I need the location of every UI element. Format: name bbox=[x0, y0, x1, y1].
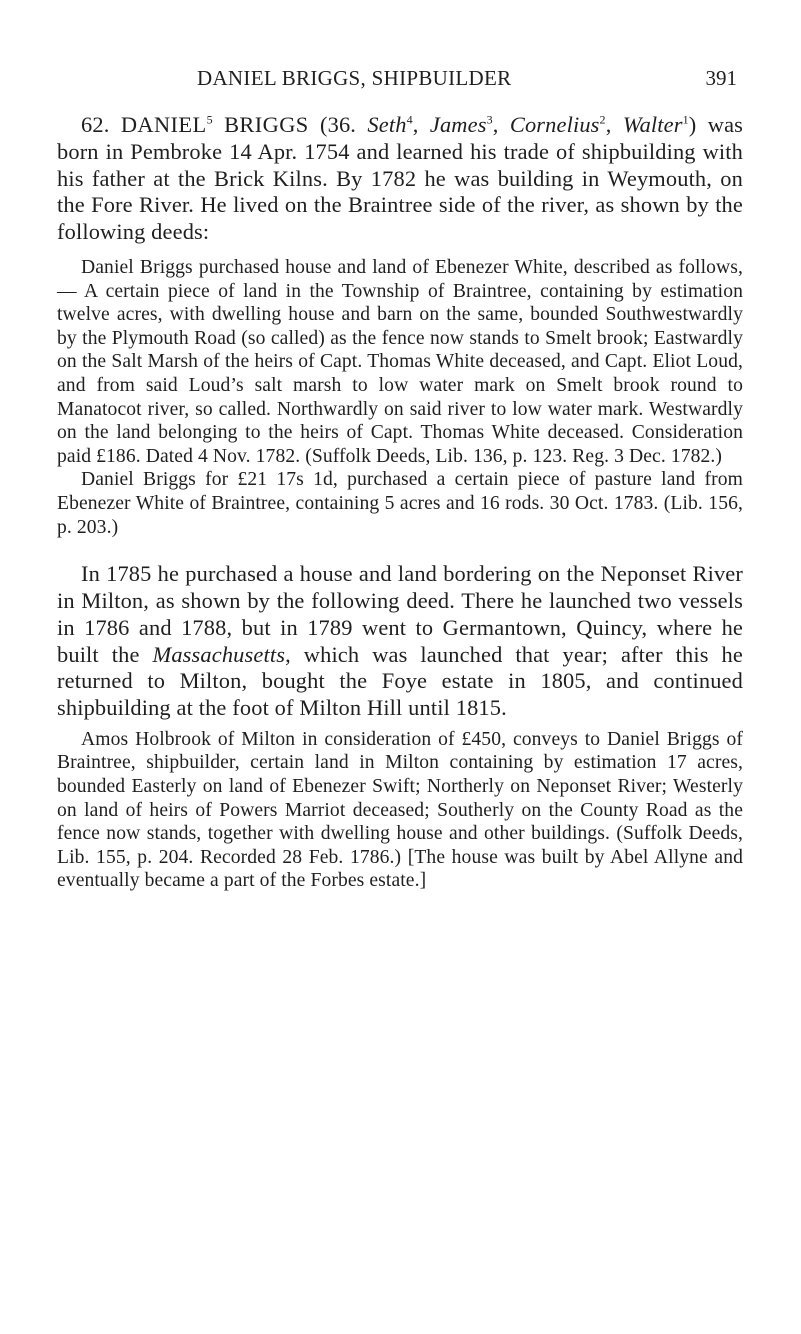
milton-text-after: , which was launched that year; after this he returned to Milton, bought the Foye estate in 1805, and continued shipbuilding at the foot of Milton Hill until 1815. bbox=[57, 641, 743, 721]
page-body bbox=[57, 112, 743, 893]
lineage-close: ) bbox=[688, 112, 697, 137]
ancestor-cornelius: Cornelius bbox=[509, 112, 600, 137]
ancestor-walter-gen: 1 bbox=[682, 112, 689, 127]
entry-given-name: DANIEL bbox=[120, 112, 207, 137]
ancestor-cornelius-gen: 2 bbox=[599, 112, 606, 127]
ship-name: Massachusetts bbox=[152, 641, 286, 667]
entry-paragraph: 62. DANIEL$^5$ BRIGGS (36. Seth$^4$, James$^3$, Cornelius$^2$, Walter$^1$) was born in Pembroke 14 Apr. 1754 and learned his trade of shipbuilding with his father at the Brick Kilns. By 1782 he was building in Weymouth, on the Fore River. He lived on the Braintree side of the river, as shown by the following deeds: bbox=[57, 112, 744, 245]
entry-number: 62. bbox=[81, 112, 110, 137]
running-title: DANIEL BRIGGS, SHIPBUILDER bbox=[197, 66, 512, 90]
page-header bbox=[197, 66, 737, 96]
entry-intro-text: was born in Pembroke 14 Apr. 1754 and learned his trade of shipbuilding with his father at the Brick Kilns. By 1782 he was building in Weymouth, on the Fore River. He lived on the Braintree side of the river, as shown by the following deeds: bbox=[57, 112, 744, 245]
deed-quote-3: Amos Holbrook of Milton in consideration of £450, conveys to Daniel Briggs of Braintree, shipbuilder, certain land in Milton containing by estimation 17 acres, bounded Easterly on land of Ebenezer Swift; Northerly on Neponset River; Westerly on land of heirs of Powers Marriot deceased; Southerly on the County Road as the fence now stands, together with dwelling house and other buildings. (Suffolk Deeds, Lib. 155, p. 204. Recorded 28 Feb. 1786.) [The house was built by Abel Allyne and eventually became a part of the Forbes estate.] bbox=[57, 728, 743, 892]
entry-surname: BRIGGS bbox=[224, 112, 309, 137]
deed-quote-2: Daniel Briggs for £21 17s 1d, purchased a certain piece of pasture land from Ebenezer White of Braintree, containing 5 acres and 16 rods. 30 Oct. 1783. (Lib. 156, p. 203.) bbox=[57, 469, 743, 538]
ancestor-seth: Seth bbox=[367, 112, 407, 137]
milton-text-before: In 1785 he purchased a house and land bordering on the Neponset River in Milton, as shown by the following deed. There he launched two vessels in 1786 and 1788, but in 1789 went to Germantown, Quincy, where he built the bbox=[57, 561, 743, 667]
ancestor-seth-gen: 4 bbox=[406, 112, 413, 127]
ancestor-walter: Walter bbox=[622, 112, 683, 137]
deed-quote-1: Daniel Briggs purchased house and land of Ebenezer White, described as follows, — A certain piece of land in the Township of Braintree, containing by estimation twelve acres, with dwelling house and barn on the same, bounded Southwestwardly by the Plymouth Road (so called) as the fence now stands to Smelt brook; Eastwardly on the Salt Marsh of the heirs of Capt. Thomas White deceased, and Capt. Eliot Loud, and from said Loud’s salt marsh to low water mark on Smelt brook round to Manatocot river, so called. Northwardly on said river to low water mark. Westwardly on the land belonging to the heirs of Capt. Thomas White deceased. Consideration paid £186. Dated 4 Nov. 1782. (Suffolk Deeds, Lib. 136, p. 123. Reg. 3 Dec. 1782.) bbox=[57, 256, 743, 467]
ancestor-james-gen: 3 bbox=[486, 112, 493, 127]
page-number: 391 bbox=[705, 66, 737, 90]
lineage-open: (36. bbox=[320, 112, 357, 137]
milton-paragraph bbox=[57, 561, 743, 722]
ancestor-james: James bbox=[429, 112, 487, 137]
entry-generation: 5 bbox=[206, 112, 213, 127]
